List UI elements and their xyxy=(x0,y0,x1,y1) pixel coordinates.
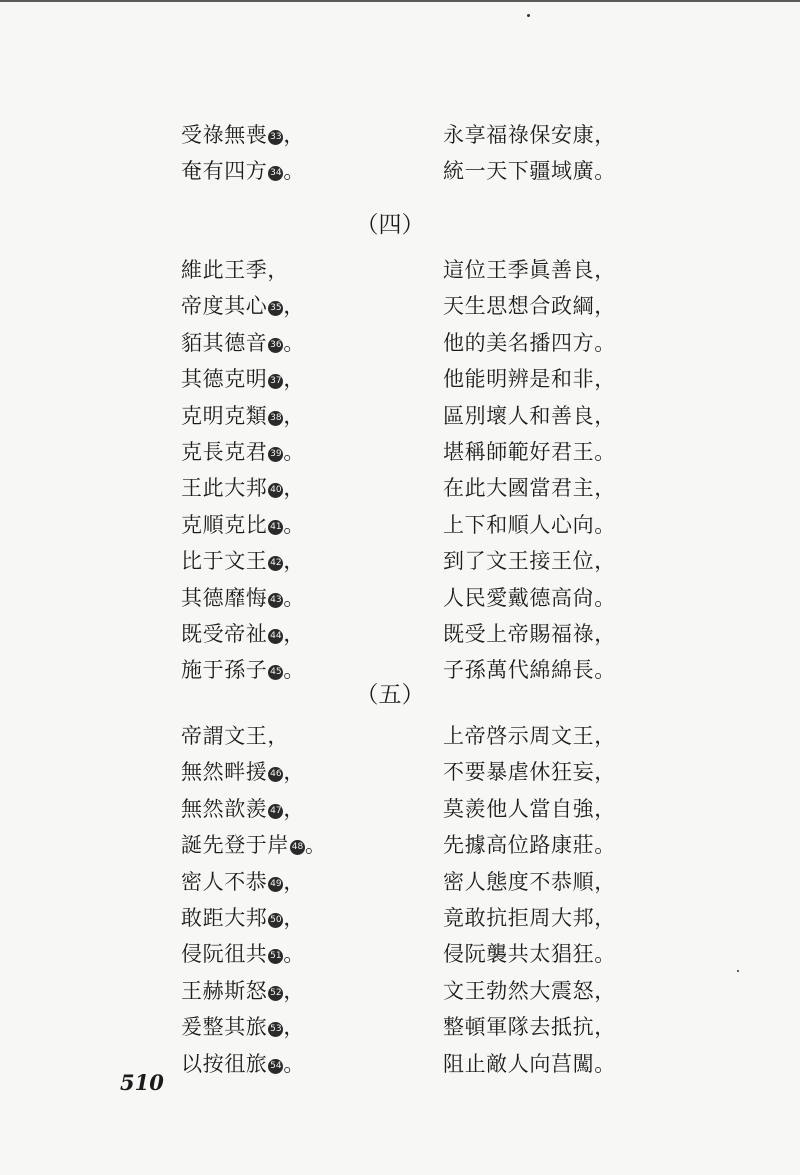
footnote-marker: 38 xyxy=(268,411,283,426)
punctuation: ， xyxy=(267,258,290,282)
punctuation: 。 xyxy=(305,833,327,858)
original-text: 侵阮徂共 xyxy=(181,942,268,967)
original-verse xyxy=(181,757,305,787)
original-verse xyxy=(181,291,305,321)
verse-line xyxy=(0,721,800,757)
footnote-marker: 48 xyxy=(290,840,305,855)
original-verse xyxy=(181,794,305,824)
original-verse xyxy=(181,583,305,613)
footnote-marker: 42 xyxy=(268,556,283,571)
footnote-marker: 34 xyxy=(268,166,283,181)
original-text: 爰整其旅 xyxy=(181,1015,268,1040)
translation-verse: 堪稱師範好君王。 xyxy=(443,439,616,464)
translation-verse: 上帝啓示周文王， xyxy=(443,724,616,748)
footnote-marker: 46 xyxy=(268,767,283,782)
original-verse xyxy=(181,903,305,933)
verse-line xyxy=(0,794,800,830)
verse-line xyxy=(0,583,800,619)
punctuation: 。 xyxy=(283,159,306,184)
verse-line xyxy=(0,976,800,1012)
original-verse xyxy=(181,120,305,150)
original-text: 密人不恭 xyxy=(181,869,268,894)
translation-verse: 不要暴虐休狂妄， xyxy=(443,760,616,785)
original-verse xyxy=(181,401,305,431)
punctuation: 。 xyxy=(283,512,306,537)
stanza-4-heading-text: （四） xyxy=(355,212,425,238)
punctuation: 。 xyxy=(283,658,306,683)
original-text: 其德克明 xyxy=(181,367,268,392)
footnote-marker: 40 xyxy=(268,483,283,498)
original-text: 克長克君 xyxy=(181,439,268,464)
verse-line xyxy=(0,867,800,903)
original-verse xyxy=(181,976,305,1006)
translation-verse: 文王勃然大震怒， xyxy=(443,978,616,1003)
original-text: 克順克比 xyxy=(181,512,268,537)
footnote-marker: 44 xyxy=(268,629,283,644)
original-text: 受祿無喪 xyxy=(181,123,268,147)
original-text: 無然歆羨 xyxy=(181,796,268,821)
original-text: 施于孫子 xyxy=(181,658,268,683)
translation-verse: 人民愛戴德高尙。 xyxy=(443,585,616,610)
original-text: 王赫斯怒 xyxy=(181,978,268,1003)
footnote-marker: 35 xyxy=(268,301,283,316)
verse-line xyxy=(0,757,800,793)
translation-verse: 侵阮襲共太猖狂。 xyxy=(443,942,616,967)
punctuation: ， xyxy=(283,367,306,392)
original-text: 誕先登于岸 xyxy=(181,833,289,858)
punctuation: ， xyxy=(283,760,306,785)
punctuation: ， xyxy=(283,621,306,646)
translation-verse: 他的美名播四方。 xyxy=(443,330,616,355)
translation-verse: 莫羨他人當自強， xyxy=(443,796,616,821)
punctuation: ， xyxy=(283,905,306,930)
verse-line xyxy=(0,291,800,327)
original-verse xyxy=(181,1012,305,1042)
original-text: 王此大邦 xyxy=(181,476,268,501)
stanza-4 xyxy=(0,255,800,692)
page-number: 510 xyxy=(120,1070,164,1095)
footnote-marker: 36 xyxy=(268,338,283,353)
verse-line xyxy=(0,120,800,156)
original-text: 無然畔援 xyxy=(181,760,268,785)
stanza-4-heading xyxy=(0,206,800,239)
punctuation: ， xyxy=(283,869,306,894)
translation-verse: 密人態度不恭順， xyxy=(443,869,616,894)
verse-line xyxy=(0,619,800,655)
footnote-marker: 33 xyxy=(268,130,283,145)
original-text: 維此王季 xyxy=(181,258,268,282)
footnote-marker: 41 xyxy=(268,520,283,535)
footnote-marker: 47 xyxy=(268,804,283,819)
original-text: 其德靡悔 xyxy=(181,585,268,610)
verse-line xyxy=(0,364,800,400)
original-verse xyxy=(181,546,305,576)
original-verse xyxy=(181,510,305,540)
translation-verse: 整頓軍隊去抵抗， xyxy=(443,1015,616,1040)
verse-line xyxy=(0,939,800,975)
punctuation: ， xyxy=(283,476,306,501)
scan-speck xyxy=(527,14,530,17)
stanza-5 xyxy=(0,721,800,1085)
original-text: 貊其德音 xyxy=(181,330,268,355)
punctuation: 。 xyxy=(283,439,306,464)
translation-verse: 永享福祿保安康， xyxy=(443,123,616,147)
footnote-marker: 50 xyxy=(268,913,283,928)
translation-verse: 阻止敵人向莒闖。 xyxy=(443,1051,616,1076)
translation-verse: 統一天下疆域廣。 xyxy=(443,159,616,184)
verse-line xyxy=(0,437,800,473)
punctuation: ， xyxy=(267,724,290,748)
punctuation: 。 xyxy=(283,585,306,610)
translation-verse: 他能明辨是和非， xyxy=(443,367,616,392)
verse-line xyxy=(0,156,800,192)
translation-verse: 先據高位路康莊。 xyxy=(443,833,616,858)
footnote-marker: 53 xyxy=(268,1022,283,1037)
footnote-marker: 39 xyxy=(268,447,283,462)
punctuation: ， xyxy=(283,294,306,319)
verse-line xyxy=(0,830,800,866)
punctuation: 。 xyxy=(283,942,306,967)
footnote-marker: 54 xyxy=(268,1059,283,1074)
original-verse xyxy=(181,255,289,285)
translation-verse: 天生思想合政綱， xyxy=(443,294,616,319)
verse-line xyxy=(0,903,800,939)
top-border-line xyxy=(0,0,800,2)
original-text: 奄有四方 xyxy=(181,159,268,184)
original-verse xyxy=(181,364,305,394)
stanza-3-tail xyxy=(0,120,800,193)
verse-line xyxy=(0,255,800,291)
stanza-5-heading xyxy=(0,676,800,709)
original-verse xyxy=(181,619,305,649)
punctuation: 。 xyxy=(283,1051,306,1076)
punctuation: ， xyxy=(283,123,306,147)
translation-verse: 在此大國當君主， xyxy=(443,476,616,501)
original-verse xyxy=(181,437,305,467)
stanza-5-heading-text: （五） xyxy=(355,682,425,708)
verse-line xyxy=(0,1012,800,1048)
original-verse xyxy=(181,1049,305,1079)
original-text: 克明克類 xyxy=(181,403,268,428)
punctuation: ， xyxy=(283,978,306,1003)
verse-line xyxy=(0,473,800,509)
original-verse xyxy=(181,473,305,503)
footnote-marker: 52 xyxy=(268,986,283,1001)
punctuation: ， xyxy=(283,403,306,428)
footnote-marker: 43 xyxy=(268,593,283,608)
verse-line xyxy=(0,401,800,437)
footnote-marker: 51 xyxy=(268,949,283,964)
translation-verse: 這位王季眞善良， xyxy=(443,258,616,282)
original-verse xyxy=(181,721,289,751)
original-text: 敢距大邦 xyxy=(181,905,268,930)
original-text: 帝謂文王 xyxy=(181,724,268,748)
translation-verse: 上下和順人心向。 xyxy=(443,512,616,537)
footnote-marker: 37 xyxy=(268,374,283,389)
original-verse xyxy=(181,328,305,358)
translation-verse: 既受上帝賜福祿， xyxy=(443,621,616,646)
verse-line xyxy=(0,328,800,364)
punctuation: ， xyxy=(283,1015,306,1040)
original-verse xyxy=(181,156,305,186)
translation-verse: 到了文王接王位， xyxy=(443,549,616,574)
translation-verse: 區別壞人和善良， xyxy=(443,403,616,428)
footnote-marker: 49 xyxy=(268,877,283,892)
punctuation: ， xyxy=(283,549,306,574)
footnote-marker: 45 xyxy=(268,665,283,680)
original-verse xyxy=(181,830,327,860)
original-verse xyxy=(181,939,305,969)
original-text: 既受帝祉 xyxy=(181,621,268,646)
verse-line xyxy=(0,510,800,546)
punctuation: 。 xyxy=(283,330,306,355)
original-text: 以按徂旅 xyxy=(181,1051,268,1076)
translation-verse: 子孫萬代綿綿長。 xyxy=(443,658,616,683)
original-text: 比于文王 xyxy=(181,549,268,574)
verse-line xyxy=(0,546,800,582)
translation-verse: 竟敢抗拒周大邦， xyxy=(443,905,616,930)
punctuation: ， xyxy=(283,796,306,821)
original-verse xyxy=(181,867,305,897)
original-text: 帝度其心 xyxy=(181,294,268,319)
